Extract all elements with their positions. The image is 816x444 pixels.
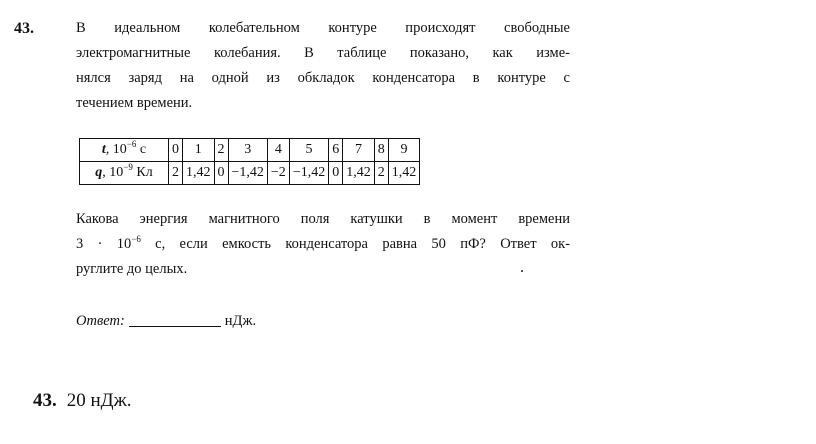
question-text bbox=[76, 207, 570, 282]
statement-line-3: нялся заряд на одной из обкладок конденсатора в контуре с bbox=[76, 70, 570, 86]
statement-line-1: В идеальном колебательном контуре происходят свободные bbox=[76, 20, 570, 36]
charge-cell: −2 bbox=[267, 162, 289, 185]
statement-line-4: течением времени. bbox=[76, 95, 193, 111]
charge-time-table bbox=[79, 138, 420, 185]
charge-row-header: q, $10^{-9}$ Кл bbox=[80, 162, 169, 185]
time-cell: 6 bbox=[329, 139, 343, 162]
question-line-2: $3 \cdot 10^{-6}$ с, если емкость конденсатора равна 50 пФ? Ответ ок- bbox=[76, 234, 570, 252]
time-cell: 8 bbox=[374, 139, 388, 162]
solution-text: 20 нДж. bbox=[66, 390, 132, 411]
charge-cell: 2 bbox=[374, 162, 388, 185]
scan-speck bbox=[521, 270, 523, 272]
charge-cell: −1,42 bbox=[228, 162, 267, 185]
time-cell: 1 bbox=[183, 139, 215, 162]
charge-row bbox=[80, 162, 420, 185]
time-cell: 7 bbox=[343, 139, 375, 162]
time-row-header: t, $10^{-6}$ с bbox=[80, 139, 169, 162]
charge-cell: 0 bbox=[214, 162, 228, 185]
time-cell: 4 bbox=[267, 139, 289, 162]
time-cell: 2 bbox=[214, 139, 228, 162]
statement-line-2: электромагнитные колебания. В таблице показано, как изме- bbox=[76, 45, 570, 61]
answer-label: Ответ: bbox=[76, 313, 125, 329]
charge-cell: 1,42 bbox=[343, 162, 375, 185]
problem-number: 43. bbox=[14, 20, 34, 37]
time-cell: 5 bbox=[289, 139, 328, 162]
solution-number: 43. bbox=[33, 390, 57, 411]
problem-statement bbox=[76, 16, 570, 116]
charge-cell: −1,42 bbox=[289, 162, 328, 185]
answer-unit: нДж. bbox=[224, 313, 257, 329]
answer-line bbox=[76, 313, 256, 330]
solution bbox=[33, 390, 132, 412]
charge-cell: 0 bbox=[329, 162, 343, 185]
time-cell: 3 bbox=[228, 139, 267, 162]
charge-cell: 1,42 bbox=[388, 162, 420, 185]
question-line-1: Какова энергия магнитного поля катушки в момент времени bbox=[76, 211, 570, 227]
charge-cell: 2 bbox=[169, 162, 183, 185]
time-cell: 0 bbox=[169, 139, 183, 162]
question-line-3: руглите до целых. bbox=[76, 261, 188, 277]
charge-cell: 1,42 bbox=[183, 162, 215, 185]
answer-blank bbox=[129, 326, 221, 327]
time-cell: 9 bbox=[388, 139, 420, 162]
time-row bbox=[80, 139, 420, 162]
